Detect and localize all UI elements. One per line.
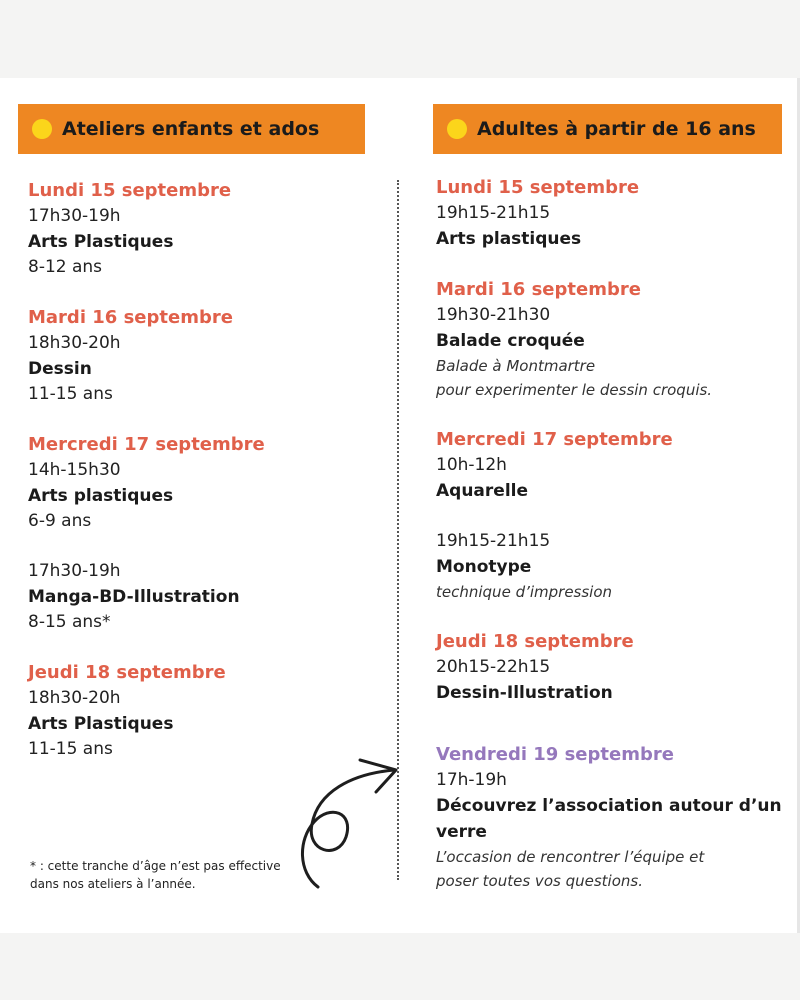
- activity-note: L’occasion de rencontrer l’équipe et: [436, 848, 705, 866]
- time-slot: 17h-19h: [436, 770, 507, 790]
- schedule-entry: [28, 432, 388, 635]
- activity-name: Monotype: [436, 557, 532, 577]
- schedule-entry: [436, 175, 796, 252]
- activity-name: Arts plastiques: [436, 229, 582, 249]
- day-heading: Lundi 15 septembre: [436, 177, 640, 198]
- activity-note: poser toutes vos questions.: [436, 872, 643, 890]
- time-slot: 20h15-22h15: [436, 657, 551, 677]
- header-kids-teens-title: Ateliers enfants et ados: [62, 118, 320, 140]
- time-slot: 17h30-19h: [28, 206, 121, 226]
- day-heading: Mardi 16 septembre: [28, 307, 233, 328]
- age-range: 11-15 ans: [28, 384, 113, 404]
- time-slot: 19h15-21h15: [436, 203, 551, 223]
- kids-schedule-column: [28, 178, 388, 762]
- schedule-entry: [436, 277, 796, 402]
- schedule-entry: [436, 427, 796, 604]
- age-range: 8-15 ans*: [28, 612, 111, 632]
- activity-name: Aquarelle: [436, 481, 528, 501]
- day-heading: Mercredi 17 septembre: [436, 429, 673, 450]
- schedule-entry: [436, 742, 796, 893]
- header-adults-title: Adultes à partir de 16 ans: [477, 118, 756, 140]
- age-range: 11-15 ans: [28, 739, 113, 759]
- time-slot: 10h-12h: [436, 455, 507, 475]
- time-slot: 19h30-21h30: [436, 305, 551, 325]
- time-slot: 18h30-20h: [28, 333, 121, 353]
- age-range: 6-9 ans: [28, 511, 92, 531]
- schedule-entry: [28, 305, 388, 407]
- age-range: 8-12 ans: [28, 257, 103, 277]
- activity-note: Balade à Montmartre: [436, 357, 596, 375]
- time-slot: 14h-15h30: [28, 460, 121, 480]
- schedule-entry: [28, 178, 388, 280]
- activity-name: Arts plastiques: [28, 486, 174, 506]
- yellow-dot-icon: [32, 119, 52, 139]
- curved-arrow-icon: [296, 752, 406, 897]
- day-heading: Lundi 15 septembre: [28, 180, 232, 201]
- day-heading: Jeudi 18 septembre: [28, 662, 226, 683]
- schedule-entry: [28, 660, 388, 762]
- day-heading: Jeudi 18 septembre: [436, 631, 634, 652]
- day-heading: Vendredi 19 septembre: [436, 744, 674, 765]
- day-heading: Mercredi 17 septembre: [28, 434, 265, 455]
- activity-name: Dessin-Illustration: [436, 683, 613, 703]
- activity-name: Découvrez l’association autour d’un verre: [436, 796, 782, 842]
- activity-name: Arts Plastiques: [28, 232, 174, 252]
- day-heading: Mardi 16 septembre: [436, 279, 641, 300]
- time-slot: 18h30-20h: [28, 688, 121, 708]
- activity-note: technique d’impression: [436, 583, 613, 601]
- schedule-entry: [436, 629, 796, 706]
- time-slot: 17h30-19h: [28, 561, 121, 581]
- header-adults: [433, 104, 782, 154]
- activity-note: pour experimenter le dessin croquis.: [436, 381, 713, 399]
- yellow-dot-icon: [447, 119, 467, 139]
- activity-name: Arts Plastiques: [28, 714, 174, 734]
- activity-name: Dessin: [28, 359, 92, 379]
- time-slot: 19h15-21h15: [436, 531, 551, 551]
- activity-name: Balade croquée: [436, 331, 585, 351]
- adults-schedule-column: [436, 175, 796, 893]
- activity-name: Manga-BD-Illustration: [28, 587, 240, 607]
- header-kids-teens: [18, 104, 365, 154]
- age-footnote: * : cette tranche d’âge n’est pas effective dans nos ateliers à l’année.: [30, 859, 281, 891]
